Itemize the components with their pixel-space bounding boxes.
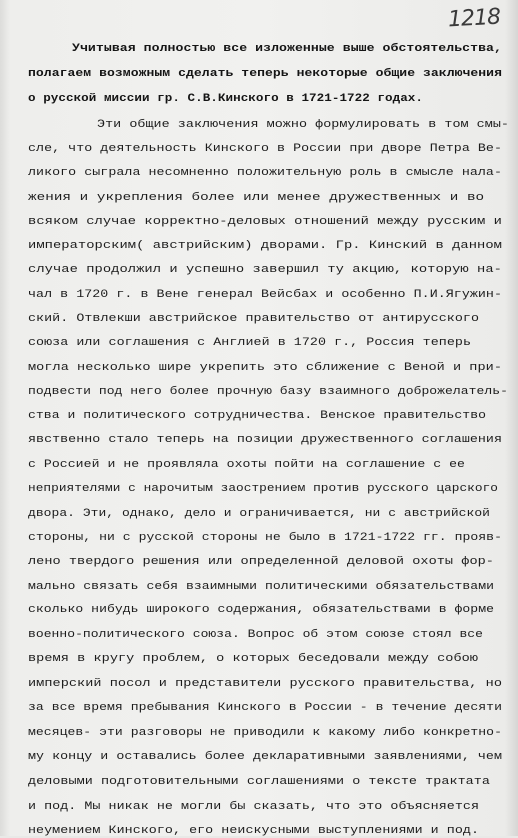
text-line: Эти общие заключения можно формулировать в том смы- [97, 119, 509, 131]
text-line: Учитывая полностью все изложенные выше обстоятельства, [72, 43, 502, 55]
text-line: ский. Отвлекши австрийское правительство от антирусского [28, 313, 479, 325]
text-line: военно-политического союза. Вопрос об этом союзе стоял все [28, 629, 483, 641]
text-line: чал в 1720 г. в Вене генерал Вейсбах и особенно П.И.Ягужин- [28, 289, 502, 301]
text-line: союза или соглашения с Англией в 1720 г., Россия теперь [28, 337, 471, 349]
text-line: императорским( австрийским) дворами. Гр. Кинский в данном [28, 240, 503, 252]
text-line: лено твердого решения или определенной деловой охоты фор- [28, 556, 494, 568]
text-line: время в кругу проблем, о которых беседовали между собою [28, 653, 479, 665]
text-line: ликого сыграла несомненно положительную роль в смысле нала- [28, 167, 502, 179]
text-line: му концу и оставались более декларативными заявлениями, чем [28, 751, 502, 763]
text-line: неумением Кинского, его неискусными выступлениями и под. [28, 825, 479, 837]
text-line: стороны, ни с русской стороны не было в 1721-1722 гг. прояв- [28, 532, 502, 544]
page-number: 1218 [447, 4, 501, 33]
text-line: за все время пребывания Кинского в России - в течение десяти [28, 702, 502, 714]
text-line: с Россией и не проявляла охоты пойти на соглашение с ее [28, 459, 465, 471]
text-line: могла несколько шире укрепить это сближение с Веной и при- [28, 362, 502, 374]
text-line: имперский посол и представители русского правительства, но [28, 678, 502, 690]
text-line: жения и укрепления более или менее дружественных и во [28, 192, 485, 204]
text-line: ства и политического сотрудничества. Венское правительство [28, 410, 486, 422]
text-line: случае продолжил и успешно завершил ту акцию, которую на- [28, 264, 503, 276]
text-line: двора. Эти, однако, дело и ограничивается, ни с австрийской [28, 508, 490, 520]
text-line: мально связать себя взаимными политическими обязательствами [28, 581, 495, 593]
text-line: о русской миссии гр. С.В.Кинского в 1721-1722 годах. [28, 93, 423, 105]
text-line: неприятелями с нарочитым заострением против русского царского [28, 483, 499, 495]
text-line: сле, что деятельность Кинского в России при дворе Петра Ве- [28, 143, 502, 155]
text-line: сколько нибудь широкого содержания, обязательствами в форме [28, 604, 495, 616]
text-line: деловыми подготовительными соглашениями о тексте трактата [28, 776, 490, 788]
text-line: подвести под него более прочную базу взаимного доброжелатель- [28, 386, 508, 398]
text-line: и под. Мы никак не могли бы сказать, что это объясняется [28, 801, 479, 813]
text-line: месяцев- эти разговоры не приводили к какому либо конкретно- [28, 727, 502, 739]
text-line: полагаем возможным сделать теперь некоторые общие заключения [28, 68, 502, 80]
text-line: всяком случае корректно-деловых отношений между русским и [28, 216, 503, 228]
text-line: явственно стало теперь на позиции дружественного соглашения [28, 434, 502, 446]
